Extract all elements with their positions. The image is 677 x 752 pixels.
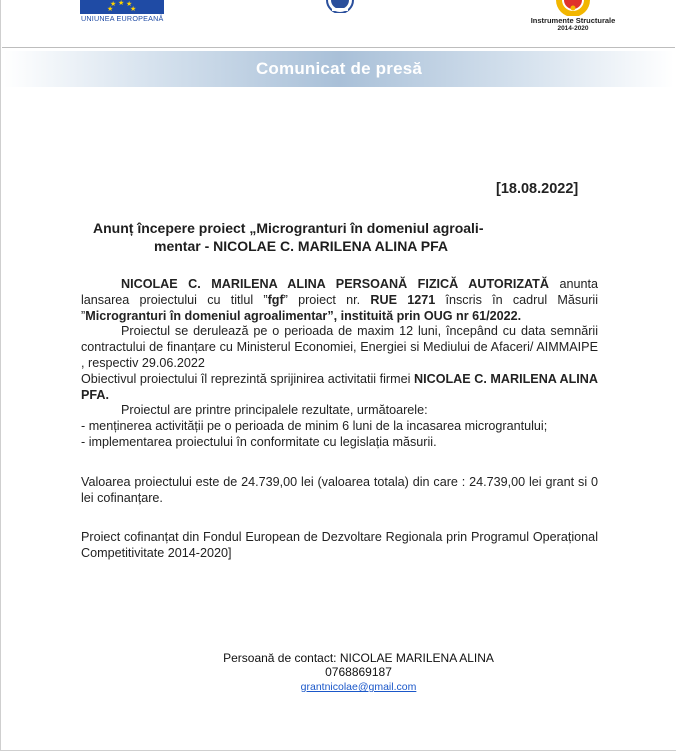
title-line-1: Anunț începere proiect „Microgranturi în domeniul agroali- <box>93 220 484 236</box>
structural-instruments-logo <box>528 0 618 34</box>
company-name-short: NICOLAE C. MARILENA ALINA PFA. <box>81 371 598 402</box>
document-title <box>93 219 553 255</box>
contact-block <box>0 651 677 694</box>
press-release-body <box>81 277 598 562</box>
paragraph-value: Valoarea proiectului este de 24.739,00 lei (valoarea totala) din care : 24.739,00 lei grant si 0 lei cofinanțare. <box>81 474 598 505</box>
measure-name: Microgranturi în domeniul agroalimentar”, instituită prin OUG nr 61/2022. <box>85 308 522 323</box>
header-divider <box>2 47 675 48</box>
contact-phone: 0768869187 <box>325 665 392 679</box>
release-date: [18.08.2022] <box>496 181 579 197</box>
structural-instruments-caption: Instrumente Structurale <box>530 16 616 25</box>
eu-caption: UNIUNEA EUROPEANĂ <box>81 14 164 23</box>
eu-logo <box>80 0 164 26</box>
project-title: fgf <box>267 292 284 307</box>
eu-flag-icon: ★ ★ ★ ★ ★ <box>80 0 164 14</box>
paragraph-funding: Proiect cofinanțat din Fondul European de Dezvoltare Regionala prin Programul Operațional Competitivitate 2014-2020] <box>81 530 598 561</box>
contact-email-link[interactable]: grantnicolae@gmail.com <box>300 681 417 693</box>
contact-person: Persoană de contact: NICOLAE MARILENA ALINA <box>223 651 494 665</box>
paragraph-objective: Obiectivul proiectului îl reprezintă sprijinirea activitatii firmei NICOLAE C. MARILENA ALINA PFA. <box>81 371 598 402</box>
paragraph-announcement: NICOLAE C. MARILENA ALINA PERSOANĂ FIZICĂ AUTORIZATĂ anunta lansarea proiectului cu titlul ”fgf” proiect nr. RUE 1271 înscris în cadrul Măsurii ”Microgranturi în domeniul agroalimentar”, instituită prin OUG nr 61/2022. <box>81 277 598 323</box>
project-number: RUE 1271 <box>370 292 436 307</box>
result-item: - menținerea activității pe o perioada de minim 6 luni de la incasarea micrograntului; <box>81 419 548 434</box>
structural-instruments-icon <box>550 0 596 16</box>
government-emblem <box>316 0 364 13</box>
structural-instruments-years: 2014-2020 <box>557 25 589 32</box>
result-item: - implementarea proiectului în conformitate cu legislația măsurii. <box>81 434 437 449</box>
press-release-banner <box>4 51 674 87</box>
paragraph-results-intro: Proiectul are printre principalele rezultate, următoarele: <box>121 403 428 418</box>
paragraph-duration: Proiectul se derulează pe o perioada de maxim 12 luni, începând cu data semnării contractului de finanțare cu Ministerul Economiei, Energiei si Mediului de Afaceri/ AIMMAIPE , respectiv 29.06.2022 <box>81 324 598 370</box>
banner-title: Comunicat de presă <box>255 59 423 78</box>
company-name: NICOLAE C. MARILENA ALINA PERSOANĂ FIZICĂ AUTORIZATĂ <box>121 277 549 291</box>
title-line-2: mentar - NICOLAE C. MARILENA ALINA PFA <box>154 238 449 254</box>
